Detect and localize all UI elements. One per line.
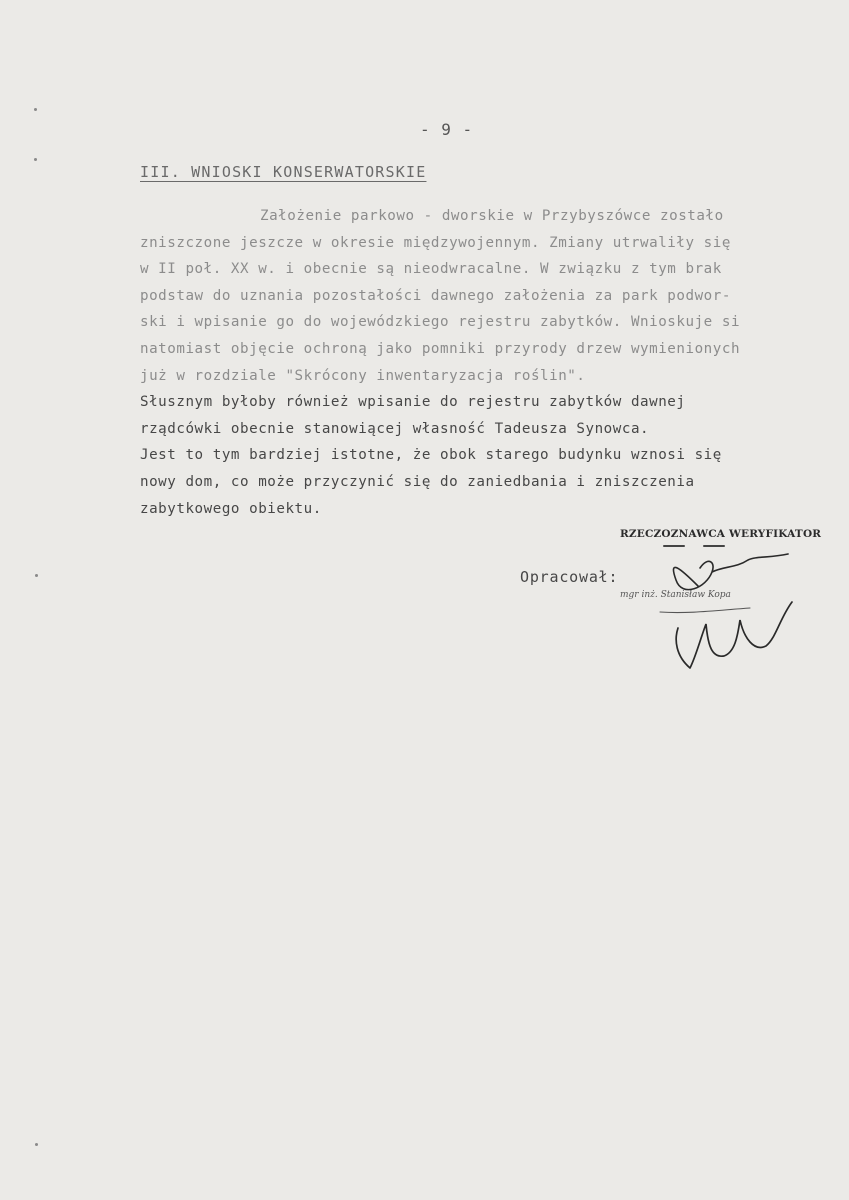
- text-line: ski i wpisanie go do wojewódzkiego rejestru zabytków. Wnioskuje si: [140, 314, 741, 331]
- text-line: już w rozdziale "Skrócony inwentaryzacja roślin".: [140, 367, 586, 384]
- stamp-subline: mgr inż. Stanisław Kopa: [620, 590, 731, 600]
- text-line: Jest to tym bardziej istotne, że obok starego budynku wznosi się: [140, 447, 722, 464]
- stamp-title: RZECZOZNAWCA WERYFIKATOR: [620, 528, 822, 540]
- scan-speck: [35, 574, 38, 577]
- handwritten-signature: [620, 528, 820, 688]
- body-text: [140, 203, 810, 522]
- scan-speck: [34, 158, 37, 161]
- text-line: rządcówki obecnie stanowiącej własność Tadeusza Synowca.: [140, 420, 650, 437]
- text-line: w II poł. XX w. i obecnie są nieodwracalne. W związku z tym brak: [140, 261, 722, 278]
- text-line: Założenie parkowo - dworskie w Przybyszówce zostało: [260, 208, 724, 224]
- text-line: zabytkowego obiektu.: [140, 500, 322, 517]
- verifier-stamp: [620, 528, 820, 688]
- text-line: Słusznym byłoby również wpisanie do rejestru zabytków dawnej: [140, 394, 686, 411]
- text-line: nowy dom, co może przyczynić się do zaniedbania i zniszczenia: [140, 473, 695, 490]
- section-heading: III. WNIOSKI KONSERWATORSKIE: [140, 163, 427, 181]
- text-line: natomiast objęcie ochroną jako pomniki przyrody drzew wymienionych: [140, 340, 741, 357]
- text-line: zniszczone jeszcze w okresie międzywojennym. Zmiany utrwaliły się: [140, 234, 731, 251]
- text-line: podstaw do uznania pozostałości dawnego założenia za park podwor-: [140, 287, 731, 304]
- scan-speck: [35, 1143, 38, 1146]
- scan-speck: [34, 108, 37, 111]
- page-number: - 9 -: [420, 120, 474, 139]
- prepared-by-label: Opracował:: [520, 568, 619, 586]
